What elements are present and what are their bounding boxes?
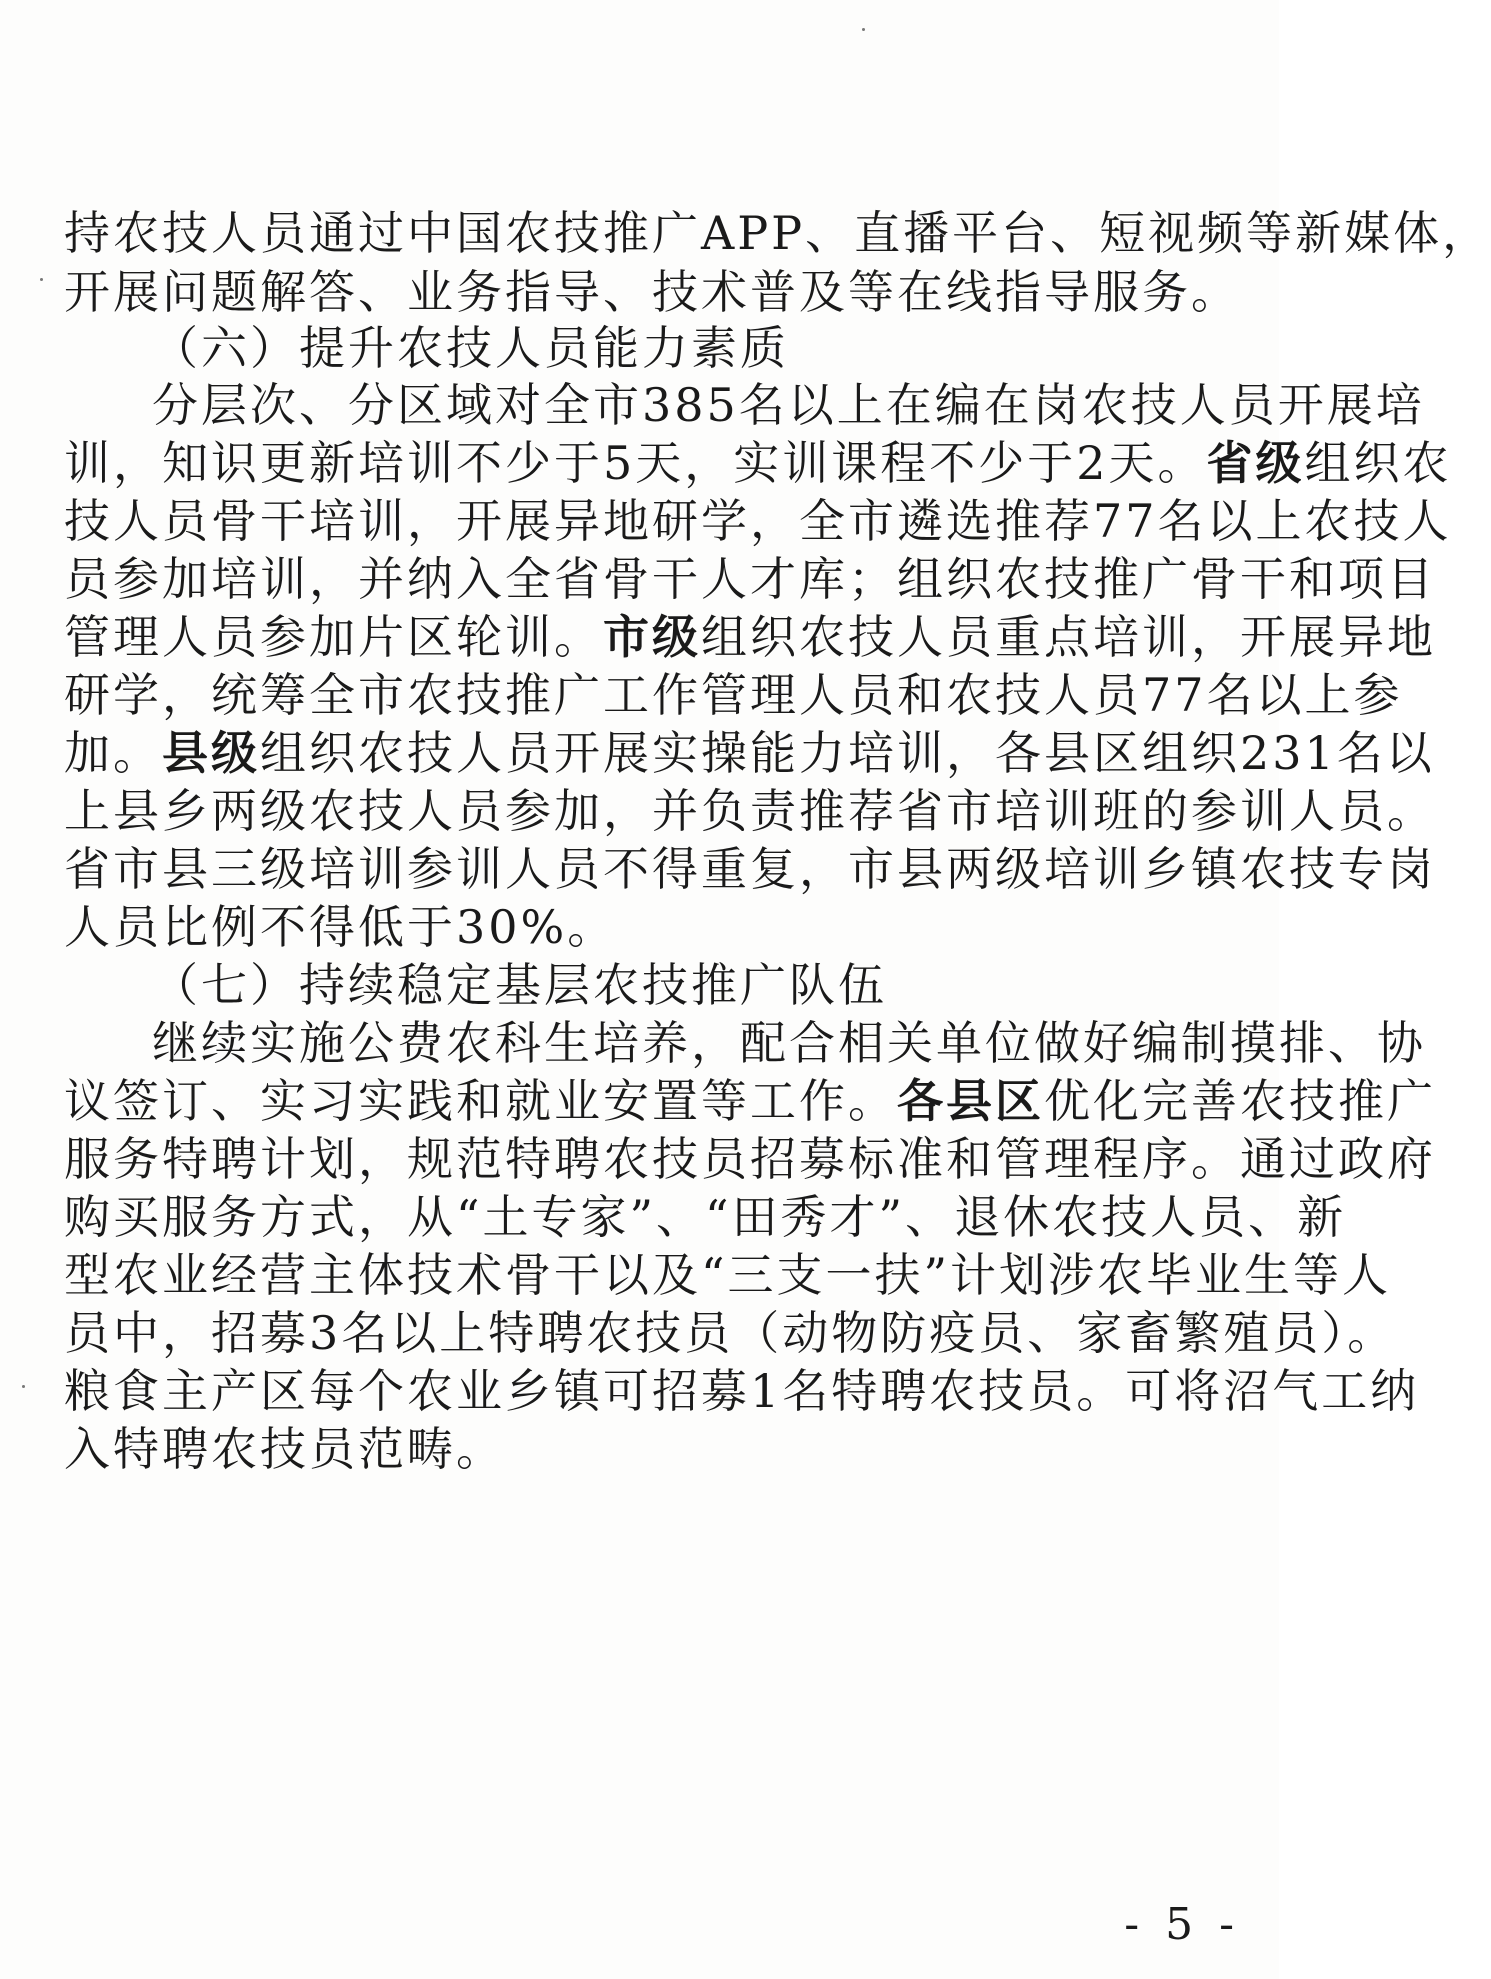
text-segment: 议签订、实习实践和就业安置等工作。: [64, 1074, 897, 1128]
text-line-8: [64, 609, 1436, 665]
section-heading-seven: [152, 957, 1214, 1013]
text-line-10: [64, 725, 1435, 781]
text-segment: 粮食主产区每个农业乡镇可招募1名特聘农技员。可将沼气工纳: [64, 1364, 1420, 1418]
text-segment: 购买服务方式，从“土专家”、“田秀才”、退休农技人员、新: [64, 1190, 1347, 1244]
text-segment: 省市县三级培训参训人员不得重复，市县两级培训乡镇农技专岗: [64, 842, 1436, 896]
text-segment: 人员比例不得低于30%。: [64, 900, 617, 954]
text-line-16: [64, 1073, 1436, 1129]
text-line-1: [64, 205, 1491, 261]
text-segment: 员参加培训，并纳入全省骨干人才库；组织农技推广骨干和项目: [64, 552, 1436, 606]
text-segment: 加。: [64, 726, 162, 780]
heading-text: （七）持续稳定基层农技推广队伍: [152, 958, 887, 1012]
text-segment: 型农业经营主体技术骨干以及“三支一扶”计划涉农毕业生等人: [64, 1248, 1392, 1302]
text-segment: 优化完善农技推广: [1044, 1074, 1436, 1128]
bold-keyword-municipal: 市级: [603, 610, 701, 664]
heading-text: （六）提升农技人员能力素质: [152, 321, 789, 375]
text-line-20: [64, 1305, 1397, 1361]
text-segment: 服务特聘计划，规范特聘农技员招募标准和管理程序。通过政府: [64, 1132, 1436, 1186]
text-line-13: [64, 899, 1214, 955]
text-line-12: [64, 841, 1436, 897]
text-line-4: [152, 377, 1425, 433]
scan-speck: [40, 278, 43, 281]
text-segment: 研学，统筹全市农技推广工作管理人员和农技人员77名以上参: [64, 668, 1403, 722]
scan-speck: [862, 28, 865, 31]
text-line-5: [64, 435, 1452, 491]
text-segment: 技人员骨干培训，开展异地研学，全市遴选推荐77名以上农技人: [64, 494, 1452, 548]
text-line-6: [64, 493, 1452, 549]
text-segment: 员中，招募3名以上特聘农技员（动物防疫员、家畜繁殖员）。: [64, 1306, 1397, 1360]
text-line-22: [64, 1421, 1214, 1477]
text-line-21: [64, 1363, 1420, 1419]
text-line-17: [64, 1131, 1436, 1187]
scan-speck: [22, 1385, 25, 1388]
bold-keyword-county: 县级: [162, 726, 260, 780]
text-segment: 持农技人员通过中国农技推广APP、直播平台、短视频等新媒体，: [64, 206, 1491, 260]
text-line-15: [152, 1015, 1426, 1071]
text-segment: 开展问题解答、业务指导、技术普及等在线指导服务。: [64, 265, 1240, 319]
text-line-2: [64, 264, 1240, 320]
text-segment: 管理人员参加片区轮训。: [64, 610, 603, 664]
text-segment: 入特聘农技员范畴。: [64, 1422, 505, 1476]
text-line-9: [64, 667, 1403, 723]
text-segment: 组织农技人员开展实操能力培训，各县区组织231名以: [260, 726, 1435, 780]
text-segment: 组织农: [1304, 436, 1452, 490]
text-segment: 继续实施公费农科生培养，配合相关单位做好编制摸排、协: [152, 1016, 1426, 1070]
text-segment: 训，知识更新培训不少于5天，实训课程不少于2天。: [64, 436, 1207, 490]
text-line-11: [64, 783, 1436, 839]
text-line-19: [64, 1247, 1392, 1303]
text-segment: 组织农技人员重点培训，开展异地: [701, 610, 1436, 664]
text-line-18: [64, 1189, 1347, 1245]
bold-keyword-each-county: 各县区: [897, 1074, 1044, 1128]
text-segment: 上县乡两级农技人员参加，并负责推荐省市培训班的参训人员。: [64, 784, 1436, 838]
section-heading-six: [152, 320, 1214, 376]
bold-keyword-provincial: 省级: [1206, 436, 1305, 490]
page-number: - 5 -: [1124, 1899, 1240, 1950]
text-line-7: [64, 551, 1436, 607]
text-segment: 分层次、分区域对全市385名以上在编在岗农技人员开展培: [152, 378, 1425, 432]
